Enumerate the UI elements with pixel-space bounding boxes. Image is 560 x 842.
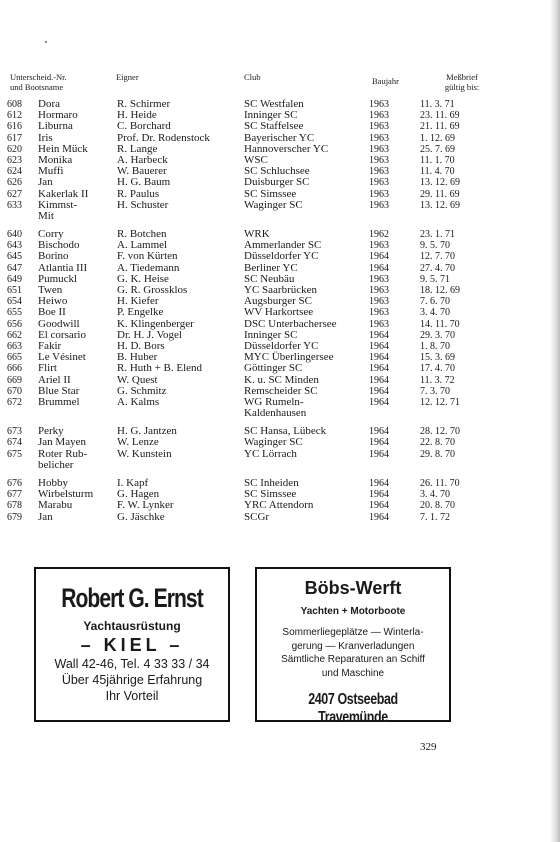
owner-name: I. Kapf — [117, 477, 149, 489]
boat-name: Atlantia III — [38, 261, 88, 274]
table-row — [0, 363, 560, 374]
owner-name: B. Huber — [117, 351, 158, 364]
table-row — [0, 121, 560, 132]
build-year: 1964 — [369, 385, 389, 397]
boat-name: Twen — [38, 284, 63, 296]
build-year: 1963 — [369, 110, 389, 122]
build-year: 1963 — [369, 296, 389, 308]
club-name: MYC Überlingersee — [244, 351, 334, 364]
build-year: 1963 — [369, 132, 389, 144]
club-name: Göttinger SC — [244, 362, 303, 375]
entry-number: 616 — [7, 121, 22, 133]
club-name: Düsseldorfer YC — [244, 339, 319, 352]
build-year: 1964 — [369, 352, 389, 364]
certificate-valid-until: 29. 11. 69 — [420, 188, 460, 200]
build-year: 1963 — [369, 154, 389, 166]
page-number: 329 — [420, 741, 437, 753]
boat-name: Flirt — [38, 362, 57, 375]
boat-name: Kimmst- — [38, 198, 78, 211]
header-club: Club — [244, 72, 261, 82]
owner-name: G. Schmitz — [117, 384, 167, 397]
certificate-valid-until: 25. 7. 69 — [420, 143, 455, 155]
build-year: 1964 — [369, 478, 389, 489]
boat-name: Jan — [38, 510, 53, 523]
boat-name: Blue Star — [38, 384, 80, 397]
table-row — [0, 500, 560, 511]
club-name: SC Neubäu — [244, 272, 295, 285]
club-name: Düsseldorfer YC — [244, 250, 319, 263]
build-year: 1964 — [369, 448, 389, 460]
owner-name: Prof. Dr. Rodenstock — [117, 131, 210, 144]
build-year: 1963 — [369, 307, 389, 319]
certificate-valid-until: 22. 8. 70 — [420, 437, 455, 449]
club-name: SC Simssee — [244, 488, 297, 501]
entry-number: 678 — [7, 500, 22, 512]
ad-ernst-benefit: Ihr Vorteil — [105, 689, 159, 703]
owner-name: K. Klingenberger — [117, 317, 194, 330]
entry-number: 674 — [7, 437, 22, 449]
certificate-valid-until: 28. 12. 70 — [420, 426, 460, 438]
club-name: SC Inheiden — [244, 477, 299, 489]
ad-ernst-city: – KIEL – — [80, 635, 184, 655]
club-name: SC Hansa, Lübeck — [244, 425, 327, 438]
boat-name: Perky — [38, 425, 64, 438]
owner-name: H. G. Baum — [117, 176, 171, 189]
entry-number: 654 — [7, 296, 22, 308]
club-name: Hannoverscher YC — [244, 142, 329, 155]
entry-number: 647 — [7, 262, 22, 274]
owner-name: A. Harbeck — [117, 153, 168, 166]
entry-number: 669 — [7, 374, 22, 386]
table-row — [0, 449, 560, 460]
certificate-valid-until: 27. 4. 70 — [420, 262, 455, 274]
boat-name: Mit — [38, 209, 54, 222]
ad-boebs-body-line: und Maschine — [321, 667, 385, 679]
owner-name: W. Bauerer — [117, 165, 167, 178]
ad-boebs-name: Böbs-Werft — [304, 578, 402, 598]
certificate-valid-until: 1. 8. 70 — [420, 340, 450, 352]
entry-number: 656 — [7, 318, 22, 330]
boat-name: Marabu — [38, 499, 73, 512]
certificate-valid-until: 21. 11. 69 — [420, 121, 460, 133]
club-name: Bayerischer YC — [244, 131, 315, 144]
table-row — [0, 189, 560, 200]
build-year: 1964 — [369, 426, 389, 438]
table-row — [0, 460, 560, 471]
table-row — [0, 375, 560, 386]
entry-number: 617 — [7, 132, 22, 144]
certificate-valid-until: 15. 3. 69 — [420, 352, 455, 364]
club-name: DSC Unterbachersee — [244, 317, 337, 330]
club-name: SC Staffelsee — [244, 120, 304, 133]
boat-name: Kakerlak II — [38, 187, 89, 200]
boat-name: belicher — [38, 458, 74, 471]
owner-name: W. Lenze — [117, 436, 159, 449]
build-year: 1964 — [369, 329, 389, 341]
entry-number: 666 — [7, 363, 22, 375]
club-name: YC Lörrach — [244, 447, 297, 460]
club-name: Waginger SC — [244, 436, 303, 449]
build-year: 1963 — [369, 318, 389, 330]
boat-name: Hobby — [38, 477, 68, 489]
build-year: 1963 — [369, 166, 389, 178]
table-row — [0, 177, 560, 188]
boat-name: Jan — [38, 176, 53, 189]
club-name: WRK — [244, 228, 270, 241]
boat-name: Hein Mück — [38, 142, 88, 155]
club-name: SC Westfalen — [244, 98, 304, 110]
entry-number: 672 — [7, 396, 22, 408]
boat-name: Dora — [38, 98, 60, 110]
certificate-valid-until: 7. 1. 72 — [420, 511, 450, 523]
entry-number: 612 — [7, 110, 22, 122]
ad-ernst-subtitle: Yachtausrüstung — [83, 619, 181, 633]
build-year: 1963 — [369, 273, 389, 285]
build-year: 1963 — [369, 199, 389, 211]
certificate-valid-until: 9. 5. 70 — [420, 240, 450, 252]
boat-table — [0, 99, 560, 523]
ad-ernst-experience: Über 45jährige Erfahrung — [61, 673, 203, 687]
certificate-valid-until: 29. 8. 70 — [420, 448, 455, 460]
owner-name: C. Borchard — [117, 120, 171, 133]
club-name: Inninger SC — [244, 109, 298, 122]
table-row — [0, 512, 560, 523]
certificate-valid-until: 3. 4. 70 — [420, 307, 450, 319]
boat-name: Hormaro — [38, 109, 78, 122]
build-year: 1963 — [369, 188, 389, 200]
build-year: 1963 — [369, 143, 389, 155]
boat-name: Borino — [38, 250, 69, 263]
header-year: Baujahr — [372, 76, 399, 86]
ad-boebs-subtitle: Yachten + Motorboote — [300, 606, 406, 617]
certificate-valid-until: 11. 3. 71 — [420, 99, 455, 110]
build-year: 1964 — [369, 262, 389, 274]
boat-name: Goodwill — [38, 317, 80, 330]
owner-name: H. Heide — [117, 109, 157, 122]
build-year: 1964 — [369, 500, 389, 512]
build-year: 1963 — [369, 177, 389, 189]
club-name: WG Rumeln- — [244, 395, 304, 408]
ad-robert-ernst — [34, 567, 230, 722]
entry-number: 645 — [7, 251, 22, 263]
ad-boebs-body-line: Sommerliegeplätze — Winterla- — [282, 627, 424, 638]
club-name: K. u. SC Minden — [244, 373, 319, 386]
table-row — [0, 200, 560, 211]
table-row — [0, 408, 560, 419]
build-year: 1964 — [369, 396, 389, 408]
ad-boebs-werft — [255, 567, 451, 726]
ad-boebs-body-line: gerung — Kranverladungen — [291, 640, 415, 652]
owner-name: G. R. Grossklos — [117, 284, 188, 296]
speck — [45, 41, 47, 43]
entry-number: 624 — [7, 166, 22, 178]
owner-name: R. Schirmer — [117, 98, 171, 110]
certificate-valid-until: 1. 12. 69 — [420, 132, 455, 144]
entry-number: 633 — [7, 199, 22, 211]
owner-name: G. Hagen — [117, 488, 160, 501]
entry-number: 655 — [7, 307, 22, 319]
entry-number: 676 — [7, 478, 22, 489]
build-year: 1964 — [369, 374, 389, 386]
boat-name: Ariel II — [38, 373, 71, 386]
entry-number: 626 — [7, 177, 22, 189]
certificate-valid-until: 13. 12. 69 — [420, 177, 460, 189]
owner-name: G. Jäschke — [117, 510, 165, 523]
boat-name: Brummel — [38, 395, 80, 408]
entry-number: 665 — [7, 352, 22, 364]
build-year: 1963 — [369, 99, 389, 110]
boat-name: Jan Mayen — [38, 436, 86, 449]
table-row — [0, 251, 560, 262]
ad-ernst-address: Wall 42-46, Tel. 4 33 33 / 34 — [54, 657, 210, 671]
build-year: 1962 — [369, 229, 389, 241]
club-name: Inninger SC — [244, 328, 298, 341]
boat-name: Muffi — [38, 165, 64, 178]
build-year: 1963 — [369, 285, 389, 296]
owner-name: R. Lange — [117, 142, 158, 155]
build-year: 1963 — [369, 121, 389, 133]
owner-name: R. Huth + B. Elend — [117, 362, 203, 375]
certificate-valid-until: 14. 11. 70 — [420, 318, 460, 330]
ad-boebs-body-line: Sämtliche Reparaturen an Schiff — [281, 654, 425, 665]
build-year: 1964 — [369, 363, 389, 375]
certificate-valid-until: 12. 7. 70 — [420, 251, 455, 263]
boat-name: Le Vésinet — [38, 351, 86, 364]
owner-name: R. Botchen — [117, 228, 167, 241]
table-row — [0, 437, 560, 448]
club-name: Berliner YC — [244, 261, 298, 274]
certificate-valid-until: 11. 1. 70 — [420, 154, 455, 166]
certificate-valid-until: 7. 6. 70 — [420, 296, 450, 308]
certificate-valid-until: 7. 3. 70 — [420, 385, 450, 397]
owner-name: G. K. Heise — [117, 272, 169, 285]
owner-name: A. Tiedemann — [117, 261, 180, 274]
header-mb-line1: Meßbrief — [446, 72, 478, 82]
club-name: Waginger SC — [244, 198, 303, 211]
owner-name: H. Kiefer — [117, 295, 159, 308]
boat-name: Iris — [38, 131, 53, 144]
owner-name: R. Paulus — [117, 187, 160, 200]
club-name: Kaldenhausen — [244, 407, 307, 420]
certificate-valid-until: 23. 11. 69 — [420, 110, 460, 122]
entry-number: 627 — [7, 188, 22, 200]
table-row — [0, 307, 560, 318]
owner-name: A. Lammel — [117, 239, 168, 252]
owner-name: A. Kalms — [117, 395, 160, 408]
certificate-valid-until: 20. 8. 70 — [420, 500, 455, 512]
header-number-line2: und Bootsname — [10, 82, 64, 92]
boat-name: Pumuckl — [38, 272, 78, 285]
owner-name: P. Engelke — [117, 306, 164, 319]
owner-name: H. G. Jantzen — [117, 425, 177, 438]
build-year: 1964 — [369, 437, 389, 449]
build-year: 1964 — [369, 251, 389, 263]
entry-number: 670 — [7, 385, 22, 397]
certificate-valid-until: 11. 3. 72 — [420, 374, 455, 386]
owner-name: Dr. H. J. Vogel — [117, 328, 182, 341]
club-name: Remscheider SC — [244, 384, 318, 397]
entry-number: 673 — [7, 426, 22, 438]
build-year: 1964 — [369, 511, 389, 523]
entry-number: 679 — [7, 511, 22, 523]
certificate-valid-until: 29. 3. 70 — [420, 329, 455, 341]
boat-name: Bischodo — [38, 239, 80, 252]
boat-name: Heiwo — [38, 295, 68, 308]
build-year: 1963 — [369, 240, 389, 252]
boat-name: Corry — [38, 228, 64, 241]
club-name: WV Harkortsee — [244, 306, 314, 319]
entry-number: 651 — [7, 285, 22, 296]
owner-name: H. Schuster — [117, 198, 169, 211]
club-name: SCGr — [244, 510, 270, 523]
header-owner: Eigner — [116, 72, 139, 82]
certificate-valid-until: 23. 1. 71 — [420, 229, 455, 241]
certificate-valid-until: 11. 4. 70 — [420, 166, 455, 178]
boat-name: Fakir — [38, 339, 62, 352]
club-name: Ammerlander SC — [244, 239, 322, 252]
header-measurement-certificate — [418, 72, 506, 92]
ad-boebs-footer: 2407 Ostseebad Travemünde — [308, 691, 398, 726]
entry-number: 677 — [7, 489, 22, 501]
ad-ernst-name: Robert G. Ernst — [61, 583, 203, 613]
boat-name: Monika — [38, 153, 73, 166]
boat-name: Liburna — [38, 120, 73, 133]
owner-name: W. Quest — [117, 373, 158, 386]
table-row — [0, 144, 560, 155]
entry-number: 649 — [7, 273, 22, 285]
entry-number: 608 — [7, 99, 22, 110]
header-number-boat — [10, 72, 110, 92]
club-name: YRC Attendorn — [244, 499, 314, 512]
build-year: 1964 — [369, 489, 389, 501]
club-name: SC Simssee — [244, 187, 297, 200]
entry-number: 643 — [7, 240, 22, 252]
club-name: SC Schluchsee — [244, 165, 310, 178]
certificate-valid-until: 3. 4. 70 — [420, 489, 450, 501]
table-row — [0, 211, 560, 222]
entry-number: 620 — [7, 143, 22, 155]
entry-number: 663 — [7, 340, 22, 352]
owner-name: H. D. Bors — [117, 339, 165, 352]
build-year: 1964 — [369, 340, 389, 352]
club-name: YC Saarbrücken — [244, 284, 318, 296]
certificate-valid-until: 9. 5. 71 — [420, 273, 450, 285]
owner-name: F. von Kürten — [117, 250, 178, 263]
boat-name: Boe II — [38, 306, 66, 319]
club-name: Duisburger SC — [244, 176, 310, 189]
certificate-valid-until: 18. 12. 69 — [420, 285, 460, 296]
entry-number: 662 — [7, 329, 22, 341]
boat-name: Wirbelsturm — [38, 488, 94, 501]
header-number-line1: Unterscheid.-Nr. — [10, 72, 67, 82]
certificate-valid-until: 26. 11. 70 — [420, 478, 460, 489]
header-mb-line2: gültig bis: — [444, 82, 480, 92]
owner-name: F. W. Lynker — [117, 499, 174, 512]
entry-number: 675 — [7, 448, 22, 460]
boat-name: Roter Rub- — [38, 447, 88, 460]
ad-boebs-body — [257, 626, 449, 680]
certificate-valid-until: 13. 12. 69 — [420, 199, 460, 211]
certificate-valid-until: 12. 12. 71 — [420, 396, 460, 408]
entry-number: 623 — [7, 154, 22, 166]
entry-number: 640 — [7, 229, 22, 241]
boat-name: El corsario — [38, 328, 86, 341]
certificate-valid-until: 17. 4. 70 — [420, 363, 455, 375]
club-name: Augsburger SC — [244, 295, 312, 308]
club-name: WSC — [244, 153, 268, 166]
owner-name: W. Kunstein — [117, 447, 172, 460]
